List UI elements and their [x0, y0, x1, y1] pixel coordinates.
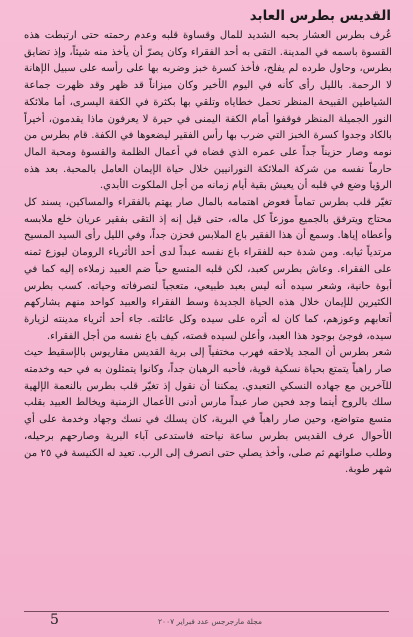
article-title: القديس بطرس العابد — [249, 8, 391, 24]
footer-caption: مجلة مارجرجس عدد فبراير ٢٠٠٧ — [158, 617, 262, 626]
article-body — [24, 28, 392, 479]
page-number: 5 — [50, 612, 59, 628]
paragraph-1: عُرف بطرس العشار بحبه الشديد للمال وقساوة قلبه وعدم رحمته حتى ارتبطت هذه القسوة باسمه في المدينة. التقى به أحد الفقراء وكان يصرّ أن يأخذ منه شيئاً، وإذ تضايق بطرس، وحاول طرده لم يفلح، فأخذ كسرة خبز وضربه بها على رأسه على سبيل الإهانة لا الرحمة. بالليل رأى كأنه في اليوم الأخير وكان ميزاناً قد ظهر وقد ظهرت جماعة الشياطين القبيحة المنظر تحمل خطاياه وتلقي بها بكثرة في الكفة اليسرى، أما ملائكة النور الجميلة المنظر فوقفوا أمام الكفة اليمنى في حيرة لا يعرفون ماذا يقدمون، أخيراً بالكاد وجدوا كسرة الخبز التي ضرب بها رأس الفقير ليضعوها في الكفة. قام بطرس من نومه وصار حزيناً جداً على عمره الذي قضاه في أعمال الظلمة والقسوة ومحبة المال حارماً نفسه من شركة الملائكة النورانيين خلال حياة الإيمان العامل بالمحبة. بعد هذه الرؤيا وضع في قلبه أن يعيش بقية أيام زمانه من أجل الملكوت الأبدي. — [24, 30, 392, 192]
footer-divider — [24, 611, 389, 612]
paragraph-3: شعر بطرس أن المجد يلاحقه فهرب مختفياً إلى برية القديس مقاريوس بالإسقيط حيث صار راهباً يتمتع بحياة نسكية قوية، فأحبه الرهبان جداً، وكانوا يتمثلون به في حبه وخدمته للآخرين مع جهاده النسكي التعبدي. يمكننا أن نقول إذ تغيّر قلب بطرس بالنعمة الإلهية سلك بالروح أينما وجد فحين صار عبداً مارس أدنى الأعمال الزمنية ويخالط العبيد بقلب متسع متواضع، وحين صار راهباً في البرية، كان يسلك في نسك وجهاد وخدمة على أي الأحوال عرف القديس بطرس ساعة نياحته فاستدعى آباء البرية وصارحهم برحيله، وطلب صلواتهم ثم صلى، وأخذ يصلي حتى انصرف إلى الرب. تعيد له الكنيسة في ٢٥ من شهر طوبة. — [24, 347, 392, 476]
paragraph-2: تغيّر قلب بطرس تماماً فعوض اهتمامه بالمال صار يهتم بالفقراء والمساكين، يسند كل محتاج ويترفق بالجميع موزعاً كل ماله، حتى قيل إنه إذ التقى بفقير عريان خلع ملابسه وأعطاه إياها. وسمع أن هذا الفقير باع الملابس فحزن جداً، وفي الليل رأى السيد المسيح مرتدياً ثيابه. ومن شدة حبه للفقراء باع نفسه عبداً لدى أحد الأثرياء الرومان ليوزع ثمنه على الفقراء. وعاش بطرس كعبد، لكن قلبه المتسع حباً ضم العبيد زملاءه إليه كما في أبوة حانية، وشعر سيده أنه ليس بعبد طبيعي، متعجباً لتصرفاته وحياته. كسب بطرس الكثيرين للإيمان خلال هذه الحياة الجديدة وسط الفقراء والعبيد كواحد منهم يشاركهم أتعابهم وعوزهم، كما كان له أثره على سيده وكل عائلته. جاء أحد أثرياء مدينته لزيارة سيده، فوجئ بوجود هذا العبد، وأعلن لسيده قصته، كيف باع نفسه من أجل الفقراء. — [24, 197, 392, 342]
